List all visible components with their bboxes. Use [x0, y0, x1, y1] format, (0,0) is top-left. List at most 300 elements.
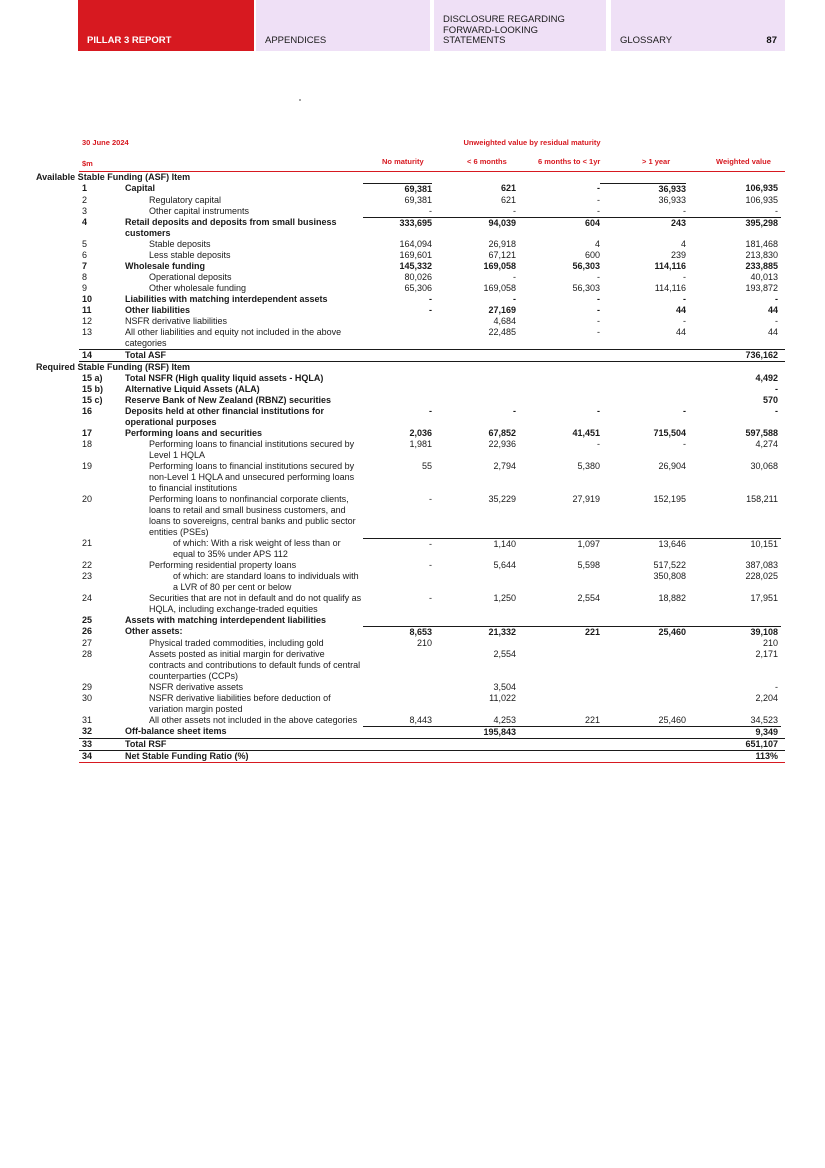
cell-value: 36,933: [658, 195, 686, 205]
cell-value: 2,794: [493, 461, 516, 471]
row-label: Total ASF: [125, 350, 166, 360]
cell-value: 26,904: [658, 461, 686, 471]
row-label: Performing loans to nonfinancial corporate clients, loans to retail and small business customers, and loans to sovereigns, central banks and public sector entities (PSEs): [149, 494, 356, 537]
cell-value: 25,460: [658, 715, 686, 725]
row-number: 2: [82, 195, 88, 205]
table-header-top: [79, 136, 785, 150]
row-label: NSFR derivative assets: [149, 682, 244, 692]
cell-value: 11,022: [489, 693, 516, 703]
table-body: [36, 172, 785, 763]
table-row: [79, 682, 785, 693]
row-number: 15 c): [82, 395, 103, 405]
row-number: 8: [82, 272, 88, 282]
row-number: 27: [82, 638, 93, 648]
table-row: [79, 272, 785, 283]
cell-value: [363, 751, 432, 762]
row-label: Wholesale funding: [125, 261, 205, 271]
table-row: [79, 638, 785, 649]
cell-value: 4: [594, 239, 600, 249]
cell-value: 715,504: [653, 428, 686, 438]
cell-value: [432, 395, 516, 406]
row-label: Assets with matching interdependent liabilities: [125, 615, 327, 625]
cell-value: 13,646: [600, 538, 686, 560]
cell-value: -: [683, 294, 686, 304]
row-number: 21: [82, 538, 93, 548]
cell-value: 243: [600, 217, 686, 239]
cell-value: -: [513, 272, 516, 282]
tab-label: PILLAR 3 REPORT: [87, 35, 172, 47]
cell-value: 597,588: [745, 428, 778, 438]
cell-value: 56,303: [572, 261, 600, 271]
cell-value: -: [775, 294, 778, 304]
cell-value: [363, 615, 432, 626]
cell-value: 94,039: [432, 217, 516, 239]
cell-value: [600, 373, 686, 384]
tab-label: APPENDICES: [265, 35, 327, 47]
cell-value: [516, 373, 600, 384]
cell-value: -: [429, 406, 432, 416]
row-number: 34: [82, 751, 93, 761]
cell-value: 39,108: [686, 626, 781, 638]
table-row: [79, 305, 785, 316]
row-label: Available Stable Funding (ASF) Item: [36, 172, 191, 182]
cell-value: 4,684: [493, 316, 516, 326]
cell-value: [516, 751, 600, 762]
cell-value: 5,598: [577, 560, 600, 570]
cell-value: 69,381: [404, 195, 432, 205]
cell-value: [516, 395, 600, 406]
cell-value: 40,013: [750, 272, 778, 282]
cell-value: 22,936: [488, 439, 516, 449]
cell-value: [363, 350, 432, 361]
table-row: [79, 206, 785, 217]
cell-value: 195,843: [432, 726, 516, 738]
row-number: 10: [82, 294, 93, 304]
row-label: Liabilities with matching interdependent assets: [125, 294, 328, 304]
cell-value: -: [775, 384, 778, 394]
row-number: 5: [82, 239, 88, 249]
row-number: 26: [82, 626, 93, 636]
cell-value: [470, 362, 554, 373]
cell-value: 35,229: [488, 494, 516, 504]
row-label: Other liabilities: [125, 305, 191, 315]
cell-value: 210: [416, 638, 432, 648]
cell-value: [363, 327, 432, 349]
cell-value: [363, 649, 432, 682]
table-row: [79, 494, 785, 538]
cell-value: 239: [670, 250, 686, 260]
row-label: Required Stable Funding (RSF) Item: [36, 362, 191, 372]
cell-value: 387,083: [745, 560, 778, 570]
row-number: 12: [82, 316, 93, 326]
table-row: [79, 461, 785, 494]
cell-value: 2,036: [409, 428, 432, 438]
cell-value: 17,951: [750, 593, 778, 603]
table-row: [79, 626, 785, 638]
cell-value: 80,026: [404, 272, 432, 282]
cell-value: 10,151: [686, 538, 781, 560]
cell-value: 1,250: [493, 593, 516, 603]
cell-value: -: [683, 272, 686, 282]
row-number: 20: [82, 494, 93, 504]
row-label: NSFR derivative liabilities before deduction of variation margin posted: [149, 693, 331, 714]
cell-value: 30,068: [750, 461, 778, 471]
cell-value: [516, 726, 600, 738]
table-row: [36, 361, 785, 373]
cell-value: -: [429, 560, 432, 570]
table-row: [79, 693, 785, 715]
table-row: [79, 373, 785, 384]
cell-value: [600, 739, 686, 750]
cell-value: 18,882: [658, 593, 686, 603]
cell-value: -: [429, 593, 432, 603]
cell-value: 181,468: [745, 239, 778, 249]
cell-value: [600, 384, 686, 395]
row-label: Other capital instruments: [149, 206, 250, 216]
cell-value: [363, 682, 432, 693]
table-row: [79, 726, 785, 738]
row-number: 1: [82, 183, 88, 193]
cell-value: 67,121: [488, 250, 516, 260]
cell-value: 2,204: [755, 693, 778, 703]
cell-value: 621: [500, 195, 516, 205]
row-label: Retail deposits and deposits from small business customers: [125, 217, 337, 238]
cell-value: 2,554: [493, 649, 516, 659]
table-row: [79, 316, 785, 327]
cell-value: 169,058: [483, 261, 516, 271]
col-weighted-value: Weighted value: [716, 157, 771, 166]
table-row: [79, 593, 785, 615]
cell-value: [386, 172, 470, 183]
cell-value: 27,919: [572, 494, 600, 504]
row-number: 15 a): [82, 373, 103, 383]
row-number: 13: [82, 327, 93, 337]
cell-value: 114,116: [654, 261, 686, 271]
row-number: 19: [82, 461, 93, 471]
row-label: Operational deposits: [149, 272, 232, 282]
cell-value: 44: [675, 327, 686, 337]
table-row: [79, 571, 785, 593]
cell-value: [363, 373, 432, 384]
cell-value: -: [597, 316, 600, 326]
cell-value: 106,935: [745, 195, 778, 205]
row-number: 15 b): [82, 384, 104, 394]
row-label: All other liabilities and equity not included in the above categories: [125, 327, 342, 348]
cell-value: [600, 726, 686, 738]
row-number: 30: [82, 693, 93, 703]
cell-value: 114,116: [654, 283, 686, 293]
cell-value: 158,211: [746, 494, 778, 504]
row-label: Regulatory capital: [149, 195, 222, 205]
tab-disclosure[interactable]: [434, 0, 606, 51]
cell-value: 9,349: [686, 726, 781, 738]
cell-value: [516, 615, 600, 626]
cell-value: 152,195: [653, 494, 686, 504]
cell-value: [640, 362, 735, 373]
cell-value: [432, 350, 516, 361]
row-label: Reserve Bank of New Zealand (RBNZ) securities: [125, 395, 332, 405]
tab-label: GLOSSARY: [620, 35, 673, 47]
cell-value: [600, 395, 686, 406]
row-label: Total NSFR (High quality liquid assets - HQLA): [125, 373, 324, 383]
cell-value: [600, 751, 686, 762]
cell-value: 1,981: [409, 439, 432, 449]
stray-dot: [299, 99, 301, 101]
row-number: 14: [82, 350, 93, 360]
cell-value: [600, 615, 686, 626]
cell-value: 27,169: [488, 305, 516, 315]
table-row: [79, 183, 785, 195]
cell-value: 26,918: [488, 239, 516, 249]
table-row: [79, 327, 785, 349]
cell-value: [600, 682, 686, 693]
cell-value: [317, 172, 386, 183]
cell-value: -: [597, 206, 600, 216]
cell-value: [363, 739, 432, 750]
cell-value: 145,332: [399, 261, 432, 271]
cell-value: 517,522: [653, 560, 686, 570]
col-gt-1-year: > 1 year: [642, 157, 671, 166]
cell-value: -: [683, 439, 686, 449]
cell-value: [363, 395, 432, 406]
row-label: Capital: [125, 183, 156, 193]
cell-value: -: [597, 305, 600, 315]
cell-value: 106,935: [745, 183, 778, 193]
cell-value: -: [597, 195, 600, 205]
cell-value: [600, 649, 686, 682]
row-label: Performing loans and securities: [125, 428, 263, 438]
cell-value: 164,094: [399, 239, 432, 249]
table-row: [79, 384, 785, 395]
row-label: Net Stable Funding Ratio (%): [125, 751, 249, 761]
row-label: Total RSF: [125, 739, 167, 749]
cell-value: 55: [421, 461, 432, 471]
table-row: [79, 283, 785, 294]
cell-value: 213,830: [745, 250, 778, 260]
row-number: 6: [82, 250, 88, 260]
row-label: Other wholesale funding: [149, 283, 247, 293]
cell-value: [432, 571, 516, 593]
row-number: 29: [82, 682, 93, 692]
cell-value: -: [683, 316, 686, 326]
row-number: 11: [82, 305, 92, 315]
cell-value: 69,381: [363, 183, 432, 195]
table-row: [79, 750, 785, 763]
row-number: 9: [82, 283, 88, 293]
row-label: of which: With a risk weight of less than or equal to 35% under APS 112: [173, 538, 341, 559]
row-number: 18: [82, 439, 93, 449]
cell-value: 228,025: [745, 571, 778, 581]
cell-value: 736,162: [745, 350, 778, 360]
cell-value: 8,653: [363, 626, 432, 638]
cell-value: 193,872: [745, 283, 778, 293]
row-label: All other assets not included in the above categories: [149, 715, 358, 725]
page-number: 87: [766, 35, 777, 47]
col-no-maturity: No maturity: [382, 157, 424, 166]
row-label: Stable deposits: [149, 239, 211, 249]
row-number: 22: [82, 560, 93, 570]
table-row: [79, 294, 785, 305]
cell-value: -: [597, 272, 600, 282]
cell-value: 600: [584, 250, 600, 260]
row-label: Performing loans to financial institutions secured by Level 1 HQLA: [149, 439, 355, 460]
cell-value: 395,298: [686, 217, 781, 239]
cell-value: -: [775, 682, 778, 692]
cell-value: 5,644: [493, 560, 516, 570]
cell-value: -: [683, 406, 686, 416]
cell-value: 56,303: [572, 283, 600, 293]
unit-label: $m: [82, 159, 93, 168]
cell-value: 21,332: [432, 626, 516, 638]
cell-value: -: [363, 538, 432, 560]
cell-value: [554, 172, 640, 183]
cell-value: 169,058: [483, 283, 516, 293]
row-number: 32: [82, 726, 93, 736]
tab-label: DISCLOSURE REGARDING FORWARD-LOOKING STATEMENTS: [443, 14, 565, 47]
table-row: [79, 738, 785, 750]
row-number: 23: [82, 571, 93, 581]
cell-value: -: [429, 305, 432, 315]
row-label: Performing loans to financial institutions secured by non-Level 1 HQLA and unsecured performing loans to financial institutions: [149, 461, 355, 493]
cell-value: 333,695: [363, 217, 432, 239]
cell-value: -: [513, 206, 516, 216]
cell-value: 4,492: [755, 373, 778, 383]
table-row: [79, 560, 785, 571]
cell-value: 1,097: [516, 538, 600, 560]
cell-value: 4,253: [493, 715, 516, 725]
cell-value: -: [597, 327, 600, 337]
row-number: 3: [82, 206, 88, 216]
row-number: 28: [82, 649, 93, 659]
row-number: 25: [82, 615, 93, 625]
cell-value: -: [597, 406, 600, 416]
cell-value: [470, 172, 554, 183]
tab-appendices[interactable]: [256, 0, 430, 51]
cell-value: [516, 638, 600, 649]
header-nav: [78, 0, 785, 51]
cell-value: 210: [762, 638, 778, 648]
cell-value: -: [775, 316, 778, 326]
cell-value: [516, 739, 600, 750]
cell-value: -: [429, 494, 432, 504]
cell-value: [363, 693, 432, 715]
cell-value: [363, 571, 432, 593]
cell-value: 570: [762, 395, 778, 405]
cell-value: -: [429, 294, 432, 304]
cell-value: 8,443: [409, 715, 432, 725]
row-label: Less stable deposits: [149, 250, 231, 260]
cell-value: [432, 373, 516, 384]
table-row: [79, 239, 785, 250]
cell-value: -: [775, 406, 778, 416]
row-number: 17: [82, 428, 93, 438]
cell-value: -: [683, 206, 686, 216]
cell-value: 67,852: [488, 428, 516, 438]
cell-value: 4,274: [755, 439, 778, 449]
col-lt-6-months: < 6 months: [467, 157, 507, 166]
cell-value: 25,460: [600, 626, 686, 638]
row-label: Other assets:: [125, 626, 183, 636]
cell-value: [317, 362, 386, 373]
cell-value: -: [597, 439, 600, 449]
row-label: Deposits held at other financial institutions for operational purposes: [125, 406, 325, 427]
tab-glossary[interactable]: [611, 0, 785, 51]
row-label: Performing residential property loans: [149, 560, 297, 570]
cell-value: [516, 350, 600, 361]
cell-value: 221: [516, 626, 600, 638]
cell-value: -: [775, 206, 778, 216]
table-row: [79, 715, 785, 726]
row-label: NSFR derivative liabilities: [125, 316, 228, 326]
cell-value: [600, 350, 686, 361]
cell-value: [516, 571, 600, 593]
cell-value: 2,171: [755, 649, 778, 659]
table-row: [36, 172, 785, 183]
row-label: Securities that are not in default and do not qualify as HQLA, including exchange-traded equities: [149, 593, 362, 614]
cell-value: 36,933: [600, 183, 686, 195]
row-number: 33: [82, 739, 93, 749]
cell-value: 65,306: [404, 283, 432, 293]
cell-value: 169,601: [399, 250, 432, 260]
cell-value: [600, 638, 686, 649]
cell-value: [516, 384, 600, 395]
cell-value: 621: [500, 183, 516, 193]
cell-value: -: [597, 183, 600, 193]
row-number: 4: [82, 217, 88, 227]
cell-value: [386, 362, 470, 373]
cell-value: 44: [767, 327, 778, 337]
table-row: [79, 615, 785, 626]
table-row: [79, 649, 785, 682]
cell-value: [516, 649, 600, 682]
row-label: Off-balance sheet items: [125, 726, 227, 736]
cell-value: -: [513, 406, 516, 416]
row-number: 24: [82, 593, 93, 603]
nsfr-table: [36, 136, 785, 763]
table-column-headers: [79, 150, 785, 172]
tab-pillar-3-report[interactable]: [78, 0, 254, 51]
row-label: Physical traded commodities, including gold: [149, 638, 324, 648]
cell-value: [363, 726, 432, 738]
cell-value: 44: [767, 305, 778, 315]
table-row: [79, 439, 785, 461]
cell-value: [554, 362, 640, 373]
cell-value: 1,140: [432, 538, 516, 560]
cell-value: 604: [516, 217, 600, 239]
cell-value: 5,380: [577, 461, 600, 471]
cell-value: [600, 693, 686, 715]
cell-value: 44: [675, 305, 686, 315]
cell-value: 651,107: [745, 739, 778, 749]
cell-value: [363, 384, 432, 395]
cell-value: [363, 316, 432, 327]
cell-value: 41,451: [572, 428, 600, 438]
cell-value: 4: [680, 239, 686, 249]
cell-value: 113%: [755, 751, 778, 761]
table-row: [79, 250, 785, 261]
cell-value: [686, 615, 781, 626]
cell-value: 233,885: [745, 261, 778, 271]
row-label: Assets posted as initial margin for derivative contracts and contributions to default funds of central counterparties (CCPs): [149, 649, 361, 681]
table-row: [79, 195, 785, 206]
cell-value: [432, 739, 516, 750]
cell-value: -: [429, 206, 432, 216]
cell-value: [516, 682, 600, 693]
table-row: [79, 406, 785, 428]
col-6-to-1yr: 6 months to < 1yr: [538, 157, 601, 166]
cell-value: 22,485: [488, 327, 516, 337]
table-row: [79, 261, 785, 272]
